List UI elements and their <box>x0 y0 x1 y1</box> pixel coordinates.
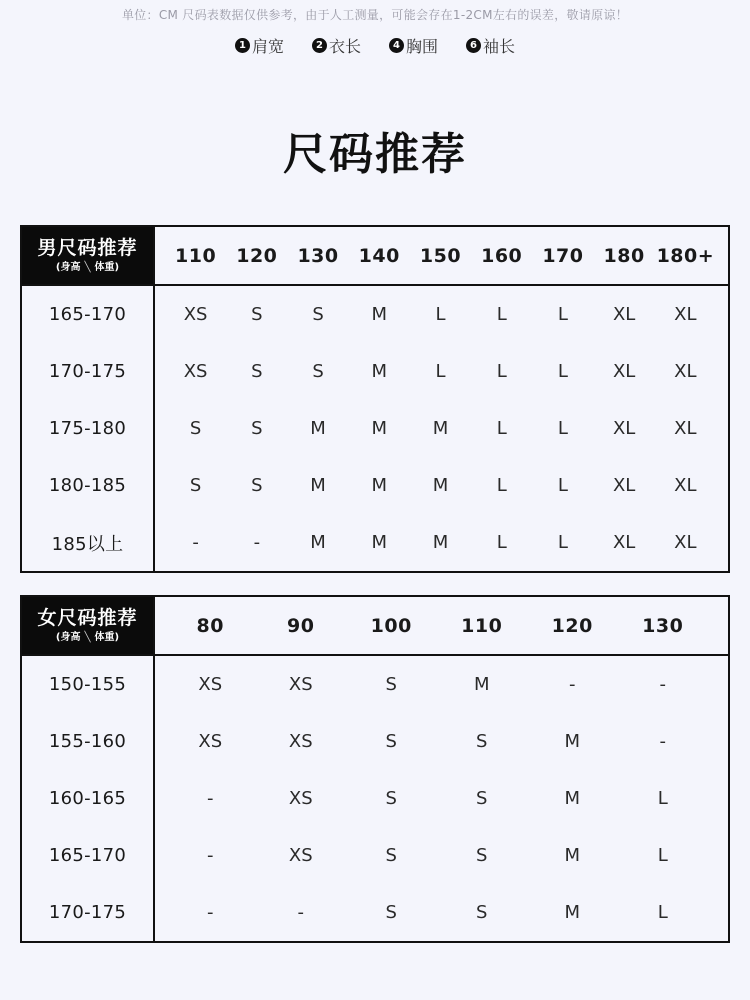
size-cell: XS <box>288 788 313 809</box>
weight-header: 130 <box>297 244 339 267</box>
size-cell: L <box>557 304 568 325</box>
size-cell: M <box>473 674 490 695</box>
size-cell: S <box>251 304 263 325</box>
size-cell: S <box>476 902 488 923</box>
table-corner-header <box>22 227 155 284</box>
height-range-label: 165-170 <box>22 286 155 343</box>
table-corner-header <box>22 597 155 654</box>
table-row <box>22 770 728 827</box>
legend-item-length <box>312 34 361 57</box>
size-cell: XL <box>674 532 697 553</box>
height-axis-label: 身高 <box>60 261 81 273</box>
legend-item-chest <box>389 34 438 57</box>
size-cell: S <box>251 361 263 382</box>
weight-header: 170 <box>542 244 584 267</box>
legend-label: 袖长 <box>483 37 516 56</box>
table-row <box>22 286 728 343</box>
size-cell: - <box>192 532 199 553</box>
size-cell: S <box>385 902 397 923</box>
size-cells <box>155 514 728 571</box>
weight-axis-label: 体重 <box>94 631 115 643</box>
size-cells <box>155 884 728 941</box>
size-cells <box>155 713 728 770</box>
height-range-label: 175-180 <box>22 400 155 457</box>
measurement-note: 单位：CM 尺码表数据仅供参考，由于人工测量，可能会存在1-2CM左右的误差，敬请原谅！ <box>121 8 629 22</box>
size-cells <box>155 457 728 514</box>
size-cell: M <box>564 902 581 923</box>
number-badge-icon: 6 <box>466 38 481 53</box>
size-cell: M <box>371 418 388 439</box>
size-cell: M <box>564 788 581 809</box>
weight-header: 110 <box>175 244 217 267</box>
size-cell: L <box>657 788 668 809</box>
height-range-label: 170-175 <box>22 343 155 400</box>
size-cell: L <box>557 475 568 496</box>
diagonal-slash-icon: ╲ <box>84 261 91 273</box>
size-cell: XL <box>674 304 697 325</box>
size-cell: XS <box>288 674 313 695</box>
table-row <box>22 884 728 941</box>
size-cell: XL <box>612 418 636 439</box>
legend-label: 衣长 <box>328 37 361 56</box>
size-cell: L <box>435 361 446 382</box>
weight-header: 90 <box>287 614 315 637</box>
table-row <box>22 514 728 571</box>
size-cell: L <box>496 304 507 325</box>
measurement-legend <box>0 34 750 57</box>
height-range-label: 180-185 <box>22 457 155 514</box>
size-cell: L <box>557 532 568 553</box>
size-cell: M <box>432 418 449 439</box>
size-cell: M <box>371 475 388 496</box>
size-cell: - <box>659 731 666 752</box>
table-row <box>22 343 728 400</box>
table-title: 男尺码推荐 <box>37 236 138 259</box>
size-cell: S <box>251 475 263 496</box>
size-cell: M <box>564 845 581 866</box>
size-cells <box>155 400 728 457</box>
weight-header: 160 <box>481 244 523 267</box>
size-cell: XS <box>288 845 313 866</box>
size-cell: S <box>312 361 324 382</box>
number-badge-icon: 4 <box>389 38 404 53</box>
size-cell: S <box>385 731 397 752</box>
size-cell: XL <box>674 475 697 496</box>
weight-header: 80 <box>196 614 224 637</box>
size-cell: M <box>432 475 449 496</box>
size-cell: - <box>297 902 304 923</box>
number-badge-icon: 2 <box>312 38 327 53</box>
size-cell: L <box>496 361 507 382</box>
size-cell: M <box>564 731 581 752</box>
table-row <box>22 656 728 713</box>
size-cell: XS <box>198 731 223 752</box>
size-cells <box>155 656 728 713</box>
weight-header-cells <box>155 597 728 654</box>
table-header-row <box>22 227 728 286</box>
legend-item-sleeve <box>466 34 515 57</box>
diagonal-slash-icon: ╲ <box>84 631 91 643</box>
size-cell: L <box>496 475 507 496</box>
size-cell: S <box>476 731 488 752</box>
weight-header: 180 <box>603 244 645 267</box>
height-range-label: 170-175 <box>22 884 155 941</box>
size-cells <box>155 286 728 343</box>
size-cell: S <box>385 674 397 695</box>
table-row <box>22 457 728 514</box>
size-cell: - <box>569 674 576 695</box>
size-cell: L <box>657 902 668 923</box>
size-cell: S <box>476 788 488 809</box>
table-row <box>22 713 728 770</box>
size-cell: XL <box>612 475 636 496</box>
size-cell: - <box>207 788 214 809</box>
table-row <box>22 827 728 884</box>
men-size-table <box>20 225 730 573</box>
size-cell: L <box>496 418 507 439</box>
weight-header: 140 <box>358 244 400 267</box>
size-cell: XL <box>612 361 636 382</box>
size-cell: M <box>310 418 326 439</box>
size-cell: L <box>657 845 668 866</box>
size-cell: S <box>251 418 263 439</box>
height-axis-label: 身高 <box>60 631 81 643</box>
weight-header: 150 <box>419 244 462 267</box>
legend-label: 肩宽 <box>251 37 284 56</box>
size-cell: S <box>476 845 488 866</box>
size-cells <box>155 827 728 884</box>
height-range-label: 160-165 <box>22 770 155 827</box>
size-cell: S <box>189 418 202 439</box>
size-cell: - <box>253 532 261 553</box>
size-cell: XS <box>288 731 313 752</box>
size-cell: M <box>310 532 326 553</box>
table-title: 女尺码推荐 <box>37 606 138 629</box>
size-cell: L <box>557 418 568 439</box>
size-cell: M <box>371 361 388 382</box>
size-cell: S <box>385 845 397 866</box>
size-cell: XL <box>612 304 636 325</box>
height-range-label: 165-170 <box>22 827 155 884</box>
weight-header: 120 <box>236 244 278 267</box>
size-cell: L <box>496 532 507 553</box>
height-range-label: 185以上 <box>22 514 155 571</box>
size-cell: S <box>312 304 324 325</box>
size-cell: M <box>371 532 388 553</box>
weight-axis-label: 体重 <box>94 261 115 273</box>
weight-header: 180+ <box>656 244 715 267</box>
size-cell: M <box>310 475 326 496</box>
page-title: 尺码推荐 <box>283 129 467 180</box>
size-cell: - <box>659 674 666 695</box>
weight-header: 130 <box>642 614 684 637</box>
size-cell: XS <box>183 304 208 325</box>
size-cell: XS <box>198 674 223 695</box>
number-badge-icon: 1 <box>235 38 250 53</box>
size-cell: L <box>557 361 568 382</box>
table-row <box>22 400 728 457</box>
size-cell: - <box>207 845 214 866</box>
size-cell: M <box>371 304 388 325</box>
table-header-row <box>22 597 728 656</box>
weight-header-cells <box>155 227 728 284</box>
weight-header: 100 <box>370 614 412 637</box>
corner-subtitle: (身高 ╲ 体重) <box>55 631 120 643</box>
size-cell: XL <box>612 532 636 553</box>
weight-header: 110 <box>461 614 503 637</box>
corner-subtitle: (身高 ╲ 体重) <box>55 261 120 273</box>
height-range-label: 150-155 <box>22 656 155 713</box>
weight-header: 120 <box>551 614 593 637</box>
size-cell: M <box>432 532 449 553</box>
size-cells <box>155 770 728 827</box>
size-cell: S <box>385 788 397 809</box>
size-cell: S <box>189 475 202 496</box>
size-cells <box>155 343 728 400</box>
size-cell: XL <box>674 361 697 382</box>
height-range-label: 155-160 <box>22 713 155 770</box>
women-size-table <box>20 595 730 943</box>
size-cell: L <box>435 304 446 325</box>
size-cell: - <box>207 902 214 923</box>
size-cell: XS <box>183 361 208 382</box>
size-cell: XL <box>674 418 697 439</box>
legend-item-shoulder <box>235 34 284 57</box>
legend-label: 胸围 <box>406 37 439 56</box>
